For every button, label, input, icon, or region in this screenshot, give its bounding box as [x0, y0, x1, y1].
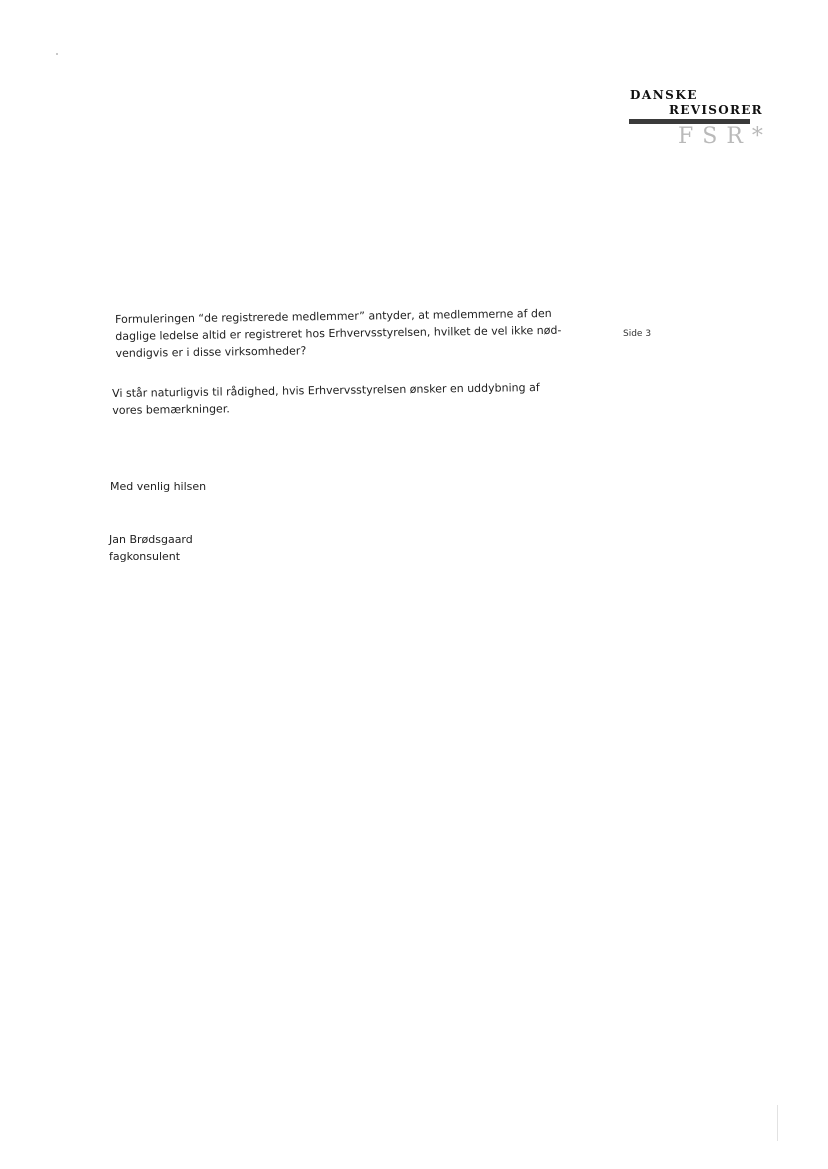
signature-block: [109, 531, 193, 565]
paragraph-line: vores bemærkninger.: [112, 402, 230, 417]
paragraph-registered-members: [115, 305, 562, 362]
paragraph-availability: [112, 379, 540, 419]
logo-mark-fsr: FSR*: [678, 124, 772, 149]
fsr-logo: [628, 88, 772, 152]
signatory-name: Jan Brødsgaard: [109, 533, 193, 546]
page-number: Side 3: [623, 329, 652, 339]
scan-edge-mark: [777, 1105, 778, 1141]
paragraph-line: daglige ledelse altid er registreret hos Erhvervsstyrelsen, hvilket de vel ikke nød-: [115, 323, 562, 343]
paragraph-line: vendigvis er i disse virksomheder?: [115, 344, 307, 360]
closing-greeting: Med venlig hilsen: [110, 480, 207, 493]
signatory-title: fagkonsulent: [109, 550, 181, 563]
scan-speck: [56, 53, 58, 55]
paragraph-line: Vi står naturligvis til rådighed, hvis Erhvervsstyrelsen ønsker en uddybning af: [112, 381, 540, 400]
logo-text-revisorer: REVISORER: [669, 103, 763, 117]
logo-text-danske: DANSKE: [630, 88, 698, 102]
paragraph-line: Formuleringen “de registrerede medlemmer” antyder, at medlemmerne af den: [115, 306, 552, 326]
